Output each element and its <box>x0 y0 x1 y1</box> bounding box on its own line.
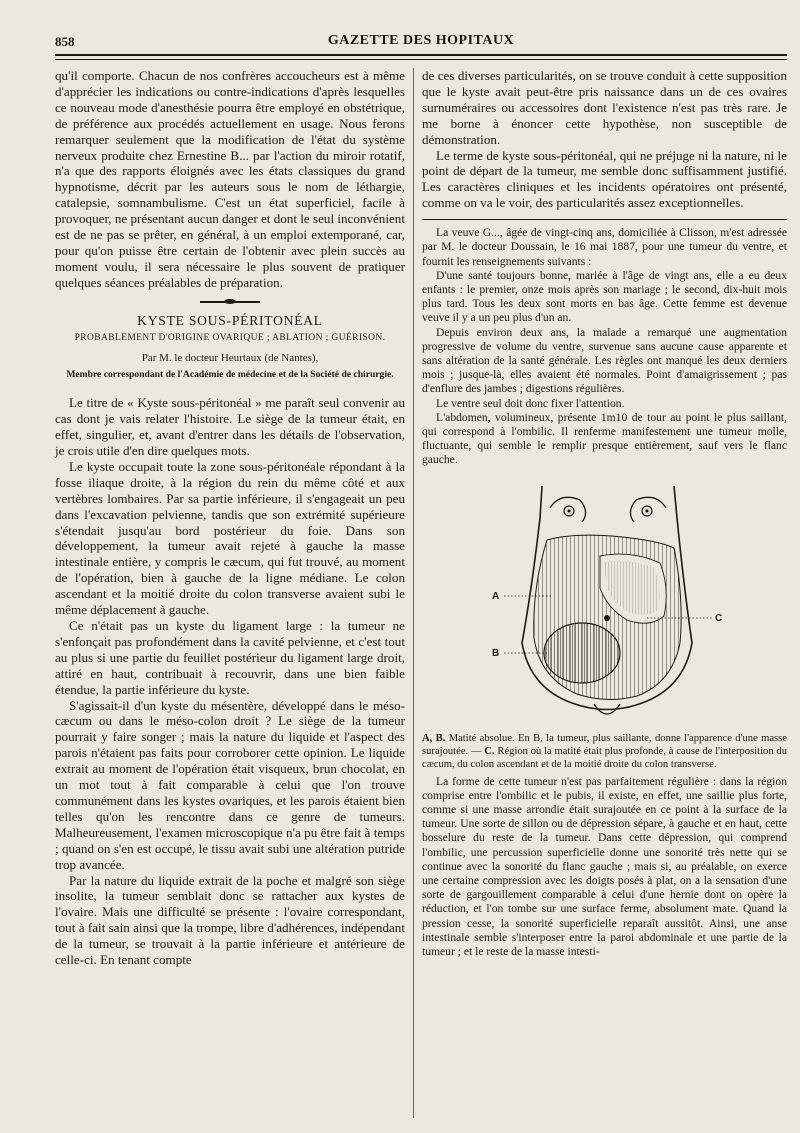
observation-paragraph: Depuis environ deux ans, la malade a remarqué une augmentation progressive de volume du ventre, survenue sans aucune cause apparente et sans altération de la santé générale. Les règles ont manqué les deux derniers mois ; jusque-là, elles avaient été normales. Point d'amaigrissement ; pas d'enflure des jambes ; digestions régulières. <box>422 325 787 396</box>
figure-label-b: B <box>492 647 500 659</box>
abdomen-drawing <box>422 478 787 728</box>
paragraph: Ce n'était pas un kyste du ligament large : la tumeur ne s'enfonçait pas profondément dans la cavité pelvienne, et c'est tout au plus si une partie du feuillet postérieur du ligament large droit, attiré en haut, contribuait à recouvrir, dans une bien faible étendue, la partie inférieure du kyste. <box>55 618 405 697</box>
observation-rule <box>422 219 787 220</box>
figure-caption <box>422 732 787 771</box>
observation-paragraph: La forme de cette tumeur n'est pas parfaitement régulière : dans la région comprise entre l'ombilic et le pubis, il existe, en effet, une saillie plus forte, comme si une masse arrondie était surajoutée en ce point à la surface de la tumeur. Une sorte de sillon ou de dépression sépare, à gauche et en haut, cette bosselure du reste de la tumeur. Dans cette dépression, qui comprend l'ombilic, une percussion superficielle donne une sonorité très nette qui se continue avec la sonorité du flanc gauche ; mais si, au préalable, on exerce une certaine compression avec les doigts posés à plat, on a la sensation d'une sorte de gargouillement comparable à celui d'une hernie dont on opère la réduction, et l'on tombe sur une surface ferme, absolument mate. Quand la pression cesse, la sonorité superficielle reparaît aussitôt. Ainsi, une anse intestinale semble s'interposer entre la paroi abdominale et une partie de la tumeur ; et le reste de la masse intesti- <box>422 774 787 959</box>
section-divider <box>200 301 260 303</box>
article-title: KYSTE SOUS-PÉRITONÉAL <box>137 312 323 328</box>
caption-text: Région où la matité était plus profonde, à cause de l'interposition du cæcum, du colon ascendant et de la moitié droite du colon transverse. <box>422 745 787 770</box>
article-author: Par M. le docteur Heurtaux (de Nantes), <box>141 351 319 364</box>
caption-key: C. <box>484 745 495 757</box>
observation-paragraph: Le ventre seul doit donc fixer l'attention. <box>436 396 625 410</box>
paragraph: de ces diverses particularités, on se trouve conduit à cette supposition que le kyste avait peut-être pris naissance dans un de ces ovaires surnuméraires ou accessoires dont l'existence n'est pas très rare. Je me borne à énoncer cette hypothèse, non susceptible de démonstration. <box>422 68 787 147</box>
figure-label-a: A <box>492 590 500 602</box>
page-header <box>55 32 787 50</box>
header-rule-thin <box>55 59 787 60</box>
caption-text: Matité absolue. En B, la tumeur, plus saillante, donne l'apparence d'une masse surajoutée. — <box>422 732 787 757</box>
intro-paragraph: qu'il comporte. Chacun de nos confrères accoucheurs est à même d'apprécier les indications ou contre-indications d'après lesquelles ce nouveau mode d'anesthésie pourra être employé en obstétrique, de préférence aux procédés actuellement en usage. Nous ferons remarquer seulement que la modification de l'état du système nerveux produite chez Ernestine B... par l'action du miroir rotatif, n'a que des rapports éloignés avec les états classiques du grand hypnotisme, décrit par les auteurs sous le nom de léthargie, catalepsie, somnambulisme. C'est un état superficiel, facile à provoquer, ne présentant aucun danger et dont le seul inconvénient est de ne pas se prêter, en général, à un emploi extemporané, car, pour qu'on puisse être certain de l'obtenir avec plein succès au moment voulu, il sera nécessaire le plus souvent de pratiquer quelques séances préalables de préparation. <box>55 68 405 290</box>
page-number: 858 <box>55 34 75 49</box>
observation-paragraph: La veuve G..., âgée de vingt-cinq ans, domiciliée à Clisson, m'est adressée par M. le docteur Doussain, le 16 mai 1887, pour une tumeur du ventre, et fournit les renseignements suivants : <box>422 226 787 268</box>
figure-label-c: C <box>715 612 723 624</box>
journal-title: GAZETTE DES HOPITAUX <box>327 33 515 48</box>
paragraph: S'agissait-il d'un kyste du mésentère, développé dans le méso-cæcum ou dans le méso-colon droit ? Le siège de la tumeur pourrait y faire songer ; mais la nature du liquide et l'aspect des parois n'étaient pas faits pour corroborer cette opinion. Le liquide extrait au moment de l'opération était visqueux, brun chocolat, en un mot tout à fait comparable à celui que l'on trouve communément dans les kystes ovariques, et les parois étaient bien telles qu'on les rencontre dans ce genre de tumeurs. Malheureusement, l'examen microscopique n'a pu être fait à temps ; quand on s'en est occupé, le tissu avait subi une altération putride trop avancée. <box>55 697 405 872</box>
paragraph: Le titre de « Kyste sous-péritonéal » me paraît seul convenir au cas dont je vais relater l'histoire. Le siège de la tumeur était, en effet, singulier, et, avant d'entrer dans les détails de l'observation, je crois utile d'en dire quelques mots. <box>55 395 405 459</box>
observation-block <box>422 226 787 467</box>
abdomen-figure <box>422 478 787 728</box>
right-column <box>422 68 787 959</box>
paragraph: Le terme de kyste sous-péritonéal, qui ne préjuge ni la nature, ni le point de départ de la tumeur, me semble donc suffisamment justifié. Les caractères cliniques et les incidents opératoires ont présenté, comme on va le voir, des particularités assez exceptionnelles. <box>422 147 787 211</box>
article-subtitle: PROBABLEMENT D'ORIGINE OVARIQUE ; ABLATION ; GUÉRISON. <box>74 332 386 343</box>
column-rule <box>413 68 414 1118</box>
left-column <box>55 68 405 968</box>
observation-paragraph: L'abdomen, volumineux, présente 1m10 de tour au point le plus saillant, qui correspond à l'ombilic. Il renferme manifestement une tumeur molle, fluctuante, qui semble le remplir presque entièrement, sauf vers le flanc gauche. <box>422 410 787 467</box>
paragraph: Par la nature du liquide extrait de la poche et malgré son siège insolite, la tumeur semblait donc se rattacher aux kystes de l'ovaire. Mais une difficulté se présente : l'ovaire correspondant, tout à fait sain ainsi que la trompe, libre d'adhérences, indépendant de la tumeur, se trouvait à la partie inférieure et antérieure de celle-ci. En tenant compte <box>55 872 405 968</box>
observation-block <box>422 775 787 960</box>
caption-key: A, B. <box>422 732 446 744</box>
observation-paragraph: D'une santé toujours bonne, mariée à l'âge de vingt ans, elle a eu deux enfants : le premier, onze mois après son mariage ; le second, dix-huit mois plus tard. Tous les deux sont morts en bas âge. Cette femme est devenue veuve il y a un peu plus d'un an. <box>422 268 787 325</box>
author-affiliation: Membre correspondant de l'Académie de médecine et de la Société de chirurgie. <box>66 369 394 381</box>
header-rule-thick <box>55 54 787 56</box>
paragraph: Le kyste occupait toute la zone sous-péritonéale répondant à la fosse iliaque droite, à la région du rein du même côté et aux vertèbres lombaires. Par sa partie inférieure, il s'engageait un peu dans l'excavation pelvienne, tandis que son extrémité supérieure s'étendait jusqu'au bord postérieur du foie. Dans son développement, la tumeur avait rejeté à gauche la masse intestinale entière, y compris le cæcum, qui fut trouvé, au moment de l'opération, bien à gauche de la ligne médiane. Le colon ascendant et la moitié droite du colon transverse avaient subi le même déplacement à gauche. <box>55 458 405 618</box>
